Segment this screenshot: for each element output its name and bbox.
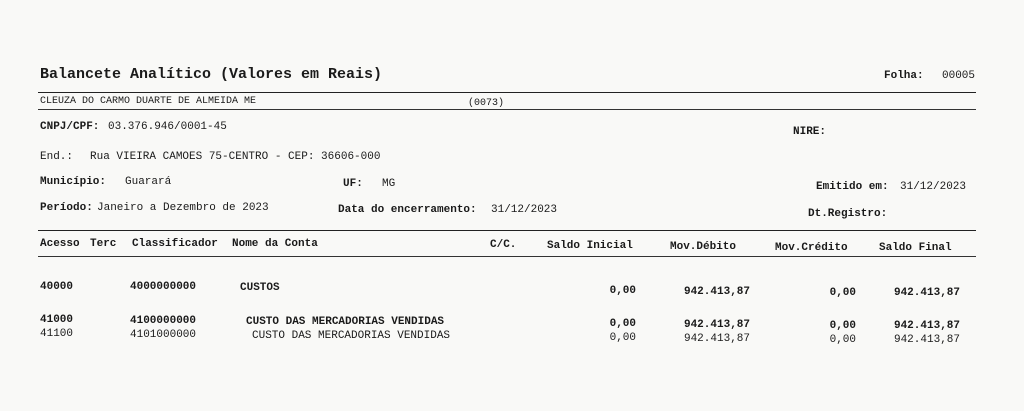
row-account-name: CUSTOS — [240, 282, 280, 294]
nire-label: NIRE: — [793, 126, 827, 138]
row-access: 40000 — [40, 281, 74, 293]
row-closing-balance: 942.413,87 — [893, 287, 960, 299]
sheet-number: 00005 — [942, 70, 976, 82]
col-header-debit: Mov.Débito — [670, 241, 737, 253]
address-value: Rua VIEIRA CAMOES 75-CENTRO - CEP: 36606-000 — [90, 151, 381, 163]
row-credit: 0,00 — [829, 334, 856, 346]
row-classifier: 4000000000 — [130, 281, 197, 293]
col-header-account-name: Nome da Conta — [232, 238, 318, 250]
issued-value: 31/12/2023 — [900, 181, 967, 193]
row-classifier: 4100000000 — [130, 315, 197, 327]
uf-value: MG — [382, 178, 396, 190]
col-header-access: Acesso — [40, 238, 80, 250]
company-rule — [38, 109, 976, 110]
closing-date-value: 31/12/2023 — [491, 204, 558, 216]
col-header-cc: C/C. — [490, 239, 517, 251]
row-credit: 0,00 — [829, 287, 856, 299]
row-credit: 0,00 — [829, 320, 856, 332]
col-header-classifier: Classificador — [132, 238, 218, 250]
row-access: 41100 — [40, 328, 74, 340]
row-account-name: CUSTO DAS MERCADORIAS VENDIDAS — [246, 316, 445, 328]
row-opening-balance: 0,00 — [609, 285, 636, 297]
table-top-rule — [38, 230, 976, 231]
header-rule — [38, 92, 976, 93]
cnpj-value: 03.376.946/0001-45 — [108, 121, 227, 133]
city-value: Guarará — [125, 176, 172, 188]
address-label: End.: — [40, 151, 74, 163]
row-debit: 942.413,87 — [683, 286, 750, 298]
row-opening-balance: 0,00 — [609, 318, 636, 330]
row-closing-balance: 942.413,87 — [893, 320, 960, 332]
col-header-credit: Mov.Crédito — [775, 242, 848, 254]
report-title: Balancete Analítico (Valores em Reais) — [40, 66, 383, 83]
registry-label: Dt.Registro: — [808, 208, 888, 220]
closing-date-label: Data do encerramento: — [338, 204, 477, 216]
row-account-name: CUSTO DAS MERCADORIAS VENDIDAS — [252, 330, 451, 342]
period-label: Período: — [40, 202, 93, 214]
col-header-opening-balance: Saldo Inicial — [547, 240, 633, 252]
row-closing-balance: 942.413,87 — [893, 334, 960, 346]
row-debit: 942.413,87 — [683, 333, 750, 345]
row-opening-balance: 0,00 — [609, 332, 636, 344]
col-header-terc: Terc — [90, 238, 117, 250]
row-debit: 942.413,87 — [683, 319, 750, 331]
uf-label: UF: — [343, 178, 363, 190]
table-header-rule — [38, 256, 976, 257]
company-code: (0073) — [468, 98, 505, 109]
cnpj-label: CNPJ/CPF: — [40, 121, 100, 133]
issued-label: Emitido em: — [816, 181, 889, 193]
row-classifier: 4101000000 — [130, 329, 197, 341]
row-access: 41000 — [40, 314, 74, 326]
period-value: Janeiro a Dezembro de 2023 — [97, 202, 269, 214]
company-name: CLEUZA DO CARMO DUARTE DE ALMEIDA ME — [40, 96, 257, 107]
sheet-label: Folha: — [884, 70, 924, 82]
city-label: Município: — [40, 176, 107, 188]
col-header-closing-balance: Saldo Final — [879, 242, 952, 254]
